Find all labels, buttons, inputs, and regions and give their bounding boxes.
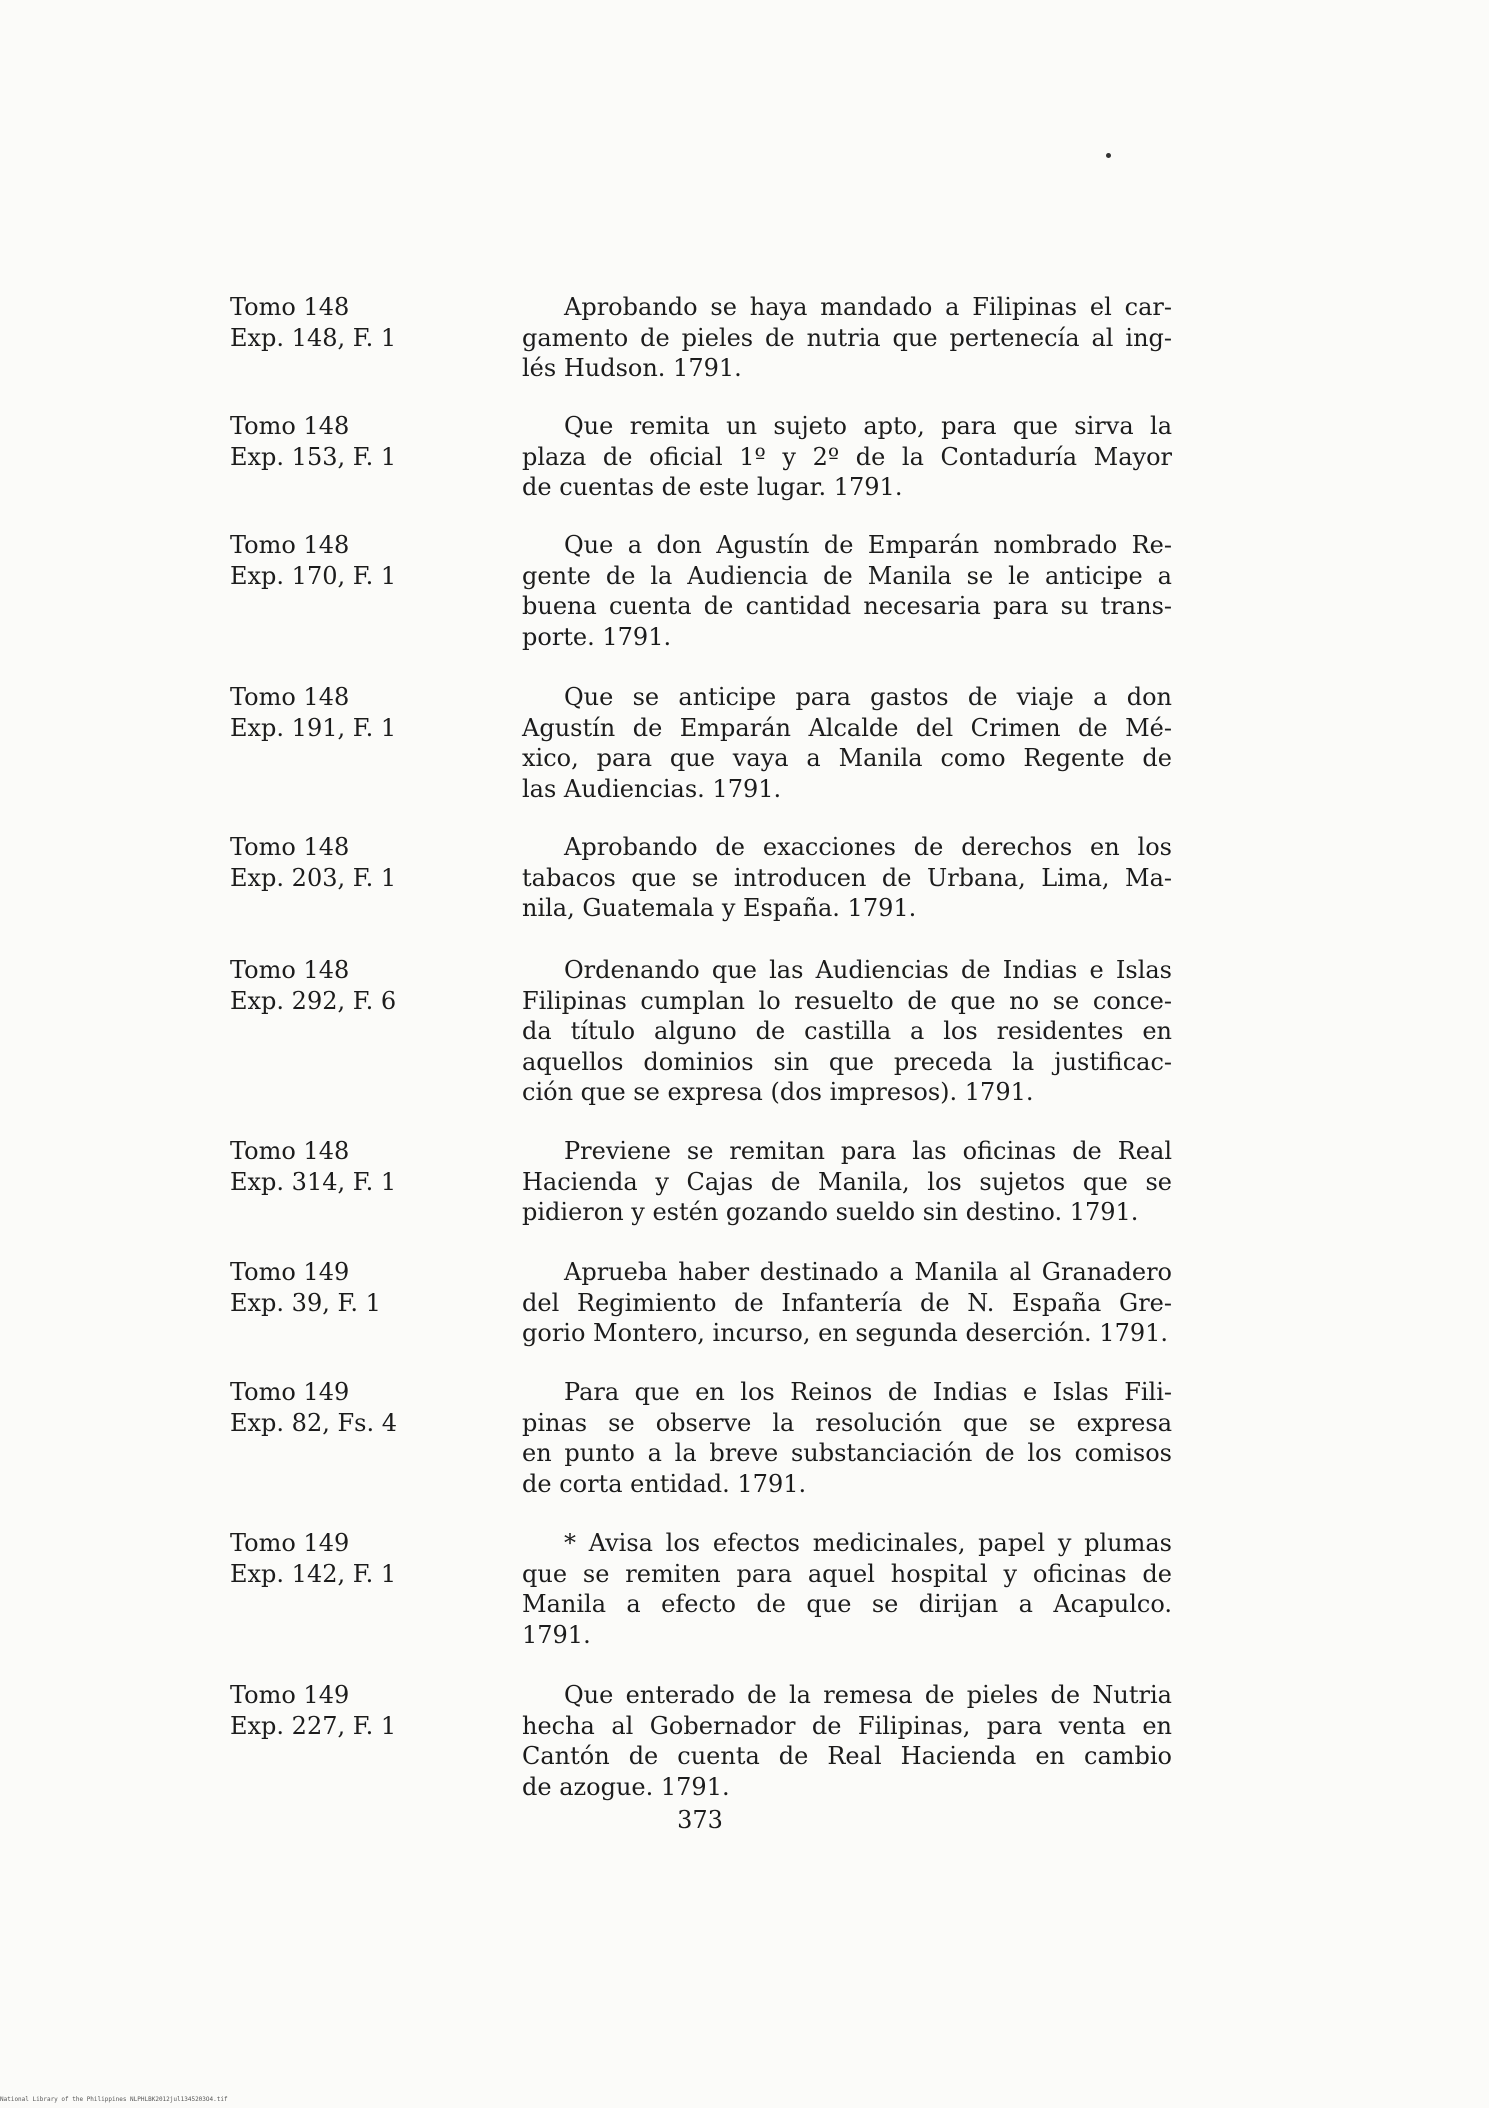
description-line: xico, para que vaya a Manila como Regente de	[522, 744, 1172, 772]
entry-reference	[230, 411, 490, 473]
entry-description	[522, 832, 1172, 924]
description-line: gorio Montero, incurso, en segunda deserción. 1791.	[522, 1319, 1169, 1347]
description-line: que se remiten para aquel hospital y oficinas de	[522, 1559, 1172, 1588]
description-line: pidieron y estén gozando sueldo sin destino. 1791.	[522, 1198, 1139, 1226]
description-line: Aprobando se haya mandado a Filipinas el car-	[564, 293, 1172, 321]
description-line: del Regimiento de Infantería de N. España Gre-	[522, 1288, 1172, 1317]
expediente-label: Exp. 148, F. 1	[230, 324, 397, 352]
description-line: Cantón de cuenta de Real Hacienda en cambio	[522, 1742, 1172, 1770]
description-line: da título alguno de castilla a los residentes en	[522, 1017, 1172, 1045]
entry-description	[522, 955, 1172, 1108]
description-line: porte. 1791.	[522, 622, 672, 651]
description-line: aquellos dominios sin que preceda la justificac-	[522, 1047, 1172, 1076]
description-line: buena cuenta de cantidad necesaria para su trans-	[522, 592, 1172, 620]
entry-reference	[230, 1680, 490, 1742]
tomo-label: Tomo 148	[230, 531, 350, 559]
description-line: lés Hudson. 1791.	[522, 354, 742, 382]
description-line: plaza de oficial 1º y 2º de la Contaduría Mayor	[522, 442, 1172, 471]
description-line: Manila a efecto de que se dirijan a Acapulco.	[522, 1590, 1172, 1618]
expediente-label: Exp. 203, F. 1	[230, 864, 397, 892]
entry-reference	[230, 955, 490, 1017]
entry-reference	[230, 1136, 490, 1198]
description-line: hecha al Gobernador de Filipinas, para venta en	[522, 1711, 1172, 1740]
description-line: tabacos que se introducen de Urbana, Lima, Ma-	[522, 863, 1172, 892]
expediente-label: Exp. 142, F. 1	[230, 1560, 397, 1588]
entry-description	[522, 682, 1172, 804]
tomo-label: Tomo 148	[230, 833, 350, 861]
description-line: gamento de pieles de nutria que pertenecía al ing-	[522, 323, 1172, 352]
description-line: Previene se remitan para las oficinas de Real	[564, 1137, 1172, 1165]
entry-description	[522, 1680, 1172, 1802]
expediente-label: Exp. 292, F. 6	[230, 987, 397, 1015]
tomo-label: Tomo 148	[230, 293, 350, 321]
description-line: * Avisa los efectos medicinales, papel y plumas	[564, 1529, 1172, 1557]
entry-description	[522, 530, 1172, 652]
entry-reference	[230, 682, 490, 744]
description-line: Que remita un sujeto apto, para que sirva la	[564, 412, 1172, 440]
description-line: Para que en los Reinos de Indias e Islas Fili-	[564, 1378, 1172, 1406]
description-line: de cuentas de este lugar. 1791.	[522, 473, 903, 501]
expediente-label: Exp. 191, F. 1	[230, 714, 397, 742]
tomo-label: Tomo 148	[230, 412, 350, 440]
expediente-label: Exp. 227, F. 1	[230, 1712, 397, 1740]
description-line: nila, Guatemala y España. 1791.	[522, 894, 917, 922]
tomo-label: Tomo 149	[230, 1681, 350, 1709]
expediente-label: Exp. 314, F. 1	[230, 1168, 397, 1196]
entry-description	[522, 292, 1172, 384]
description-line: Aprueba haber destinado a Manila al Granadero	[564, 1258, 1172, 1286]
tomo-label: Tomo 149	[230, 1529, 350, 1557]
tomo-label: Tomo 149	[230, 1378, 350, 1406]
scan-footer: National Library of the Philippines NLPHLBK2012jul1345203O4.tif	[0, 2096, 228, 2103]
expediente-label: Exp. 82, Fs. 4	[230, 1409, 397, 1437]
description-line: de corta entidad. 1791.	[522, 1469, 807, 1498]
description-line: gente de la Audiencia de Manila se le anticipe a	[522, 561, 1172, 590]
entry-reference	[230, 1377, 490, 1439]
page-number: 373	[677, 1806, 723, 1834]
description-line: pinas se observe la resolución que se expresa	[522, 1408, 1172, 1437]
expediente-label: Exp. 170, F. 1	[230, 562, 397, 590]
description-line: Que se anticipe para gastos de viaje a don	[564, 683, 1172, 711]
description-line: Que a don Agustín de Emparán nombrado Re-	[564, 531, 1172, 559]
entry-description	[522, 1136, 1172, 1228]
expediente-label: Exp. 153, F. 1	[230, 443, 397, 471]
tomo-label: Tomo 148	[230, 956, 350, 984]
description-line: las Audiencias. 1791.	[522, 774, 782, 803]
tomo-label: Tomo 148	[230, 683, 350, 711]
description-line: de azogue. 1791.	[522, 1772, 730, 1801]
entry-description	[522, 411, 1172, 503]
description-line: Agustín de Emparán Alcalde del Crimen de Mé-	[522, 713, 1172, 742]
entry-reference	[230, 1257, 490, 1319]
entry-description	[522, 1257, 1172, 1349]
description-line: ción que se expresa (dos impresos). 1791.	[522, 1078, 1034, 1106]
entry-description	[522, 1528, 1172, 1650]
description-line: Ordenando que las Audiencias de Indias e Islas	[564, 956, 1172, 984]
description-line: Filipinas cumplan lo resuelto de que no se conce-	[522, 986, 1172, 1015]
description-line: Hacienda y Cajas de Manila, los sujetos que se	[522, 1167, 1172, 1196]
entry-reference	[230, 530, 490, 592]
ink-speck	[1106, 153, 1111, 158]
description-line: 1791.	[522, 1620, 591, 1649]
expediente-label: Exp. 39, F. 1	[230, 1289, 381, 1317]
description-line: Que enterado de la remesa de pieles de Nutria	[564, 1681, 1172, 1709]
tomo-label: Tomo 148	[230, 1137, 350, 1165]
entry-reference	[230, 292, 490, 354]
entry-reference	[230, 1528, 490, 1590]
tomo-label: Tomo 149	[230, 1258, 350, 1286]
entry-description	[522, 1377, 1172, 1499]
description-line: en punto a la breve substanciación de los comisos	[522, 1439, 1172, 1467]
description-line: Aprobando de exacciones de derechos en los	[564, 833, 1172, 861]
entry-reference	[230, 832, 490, 894]
